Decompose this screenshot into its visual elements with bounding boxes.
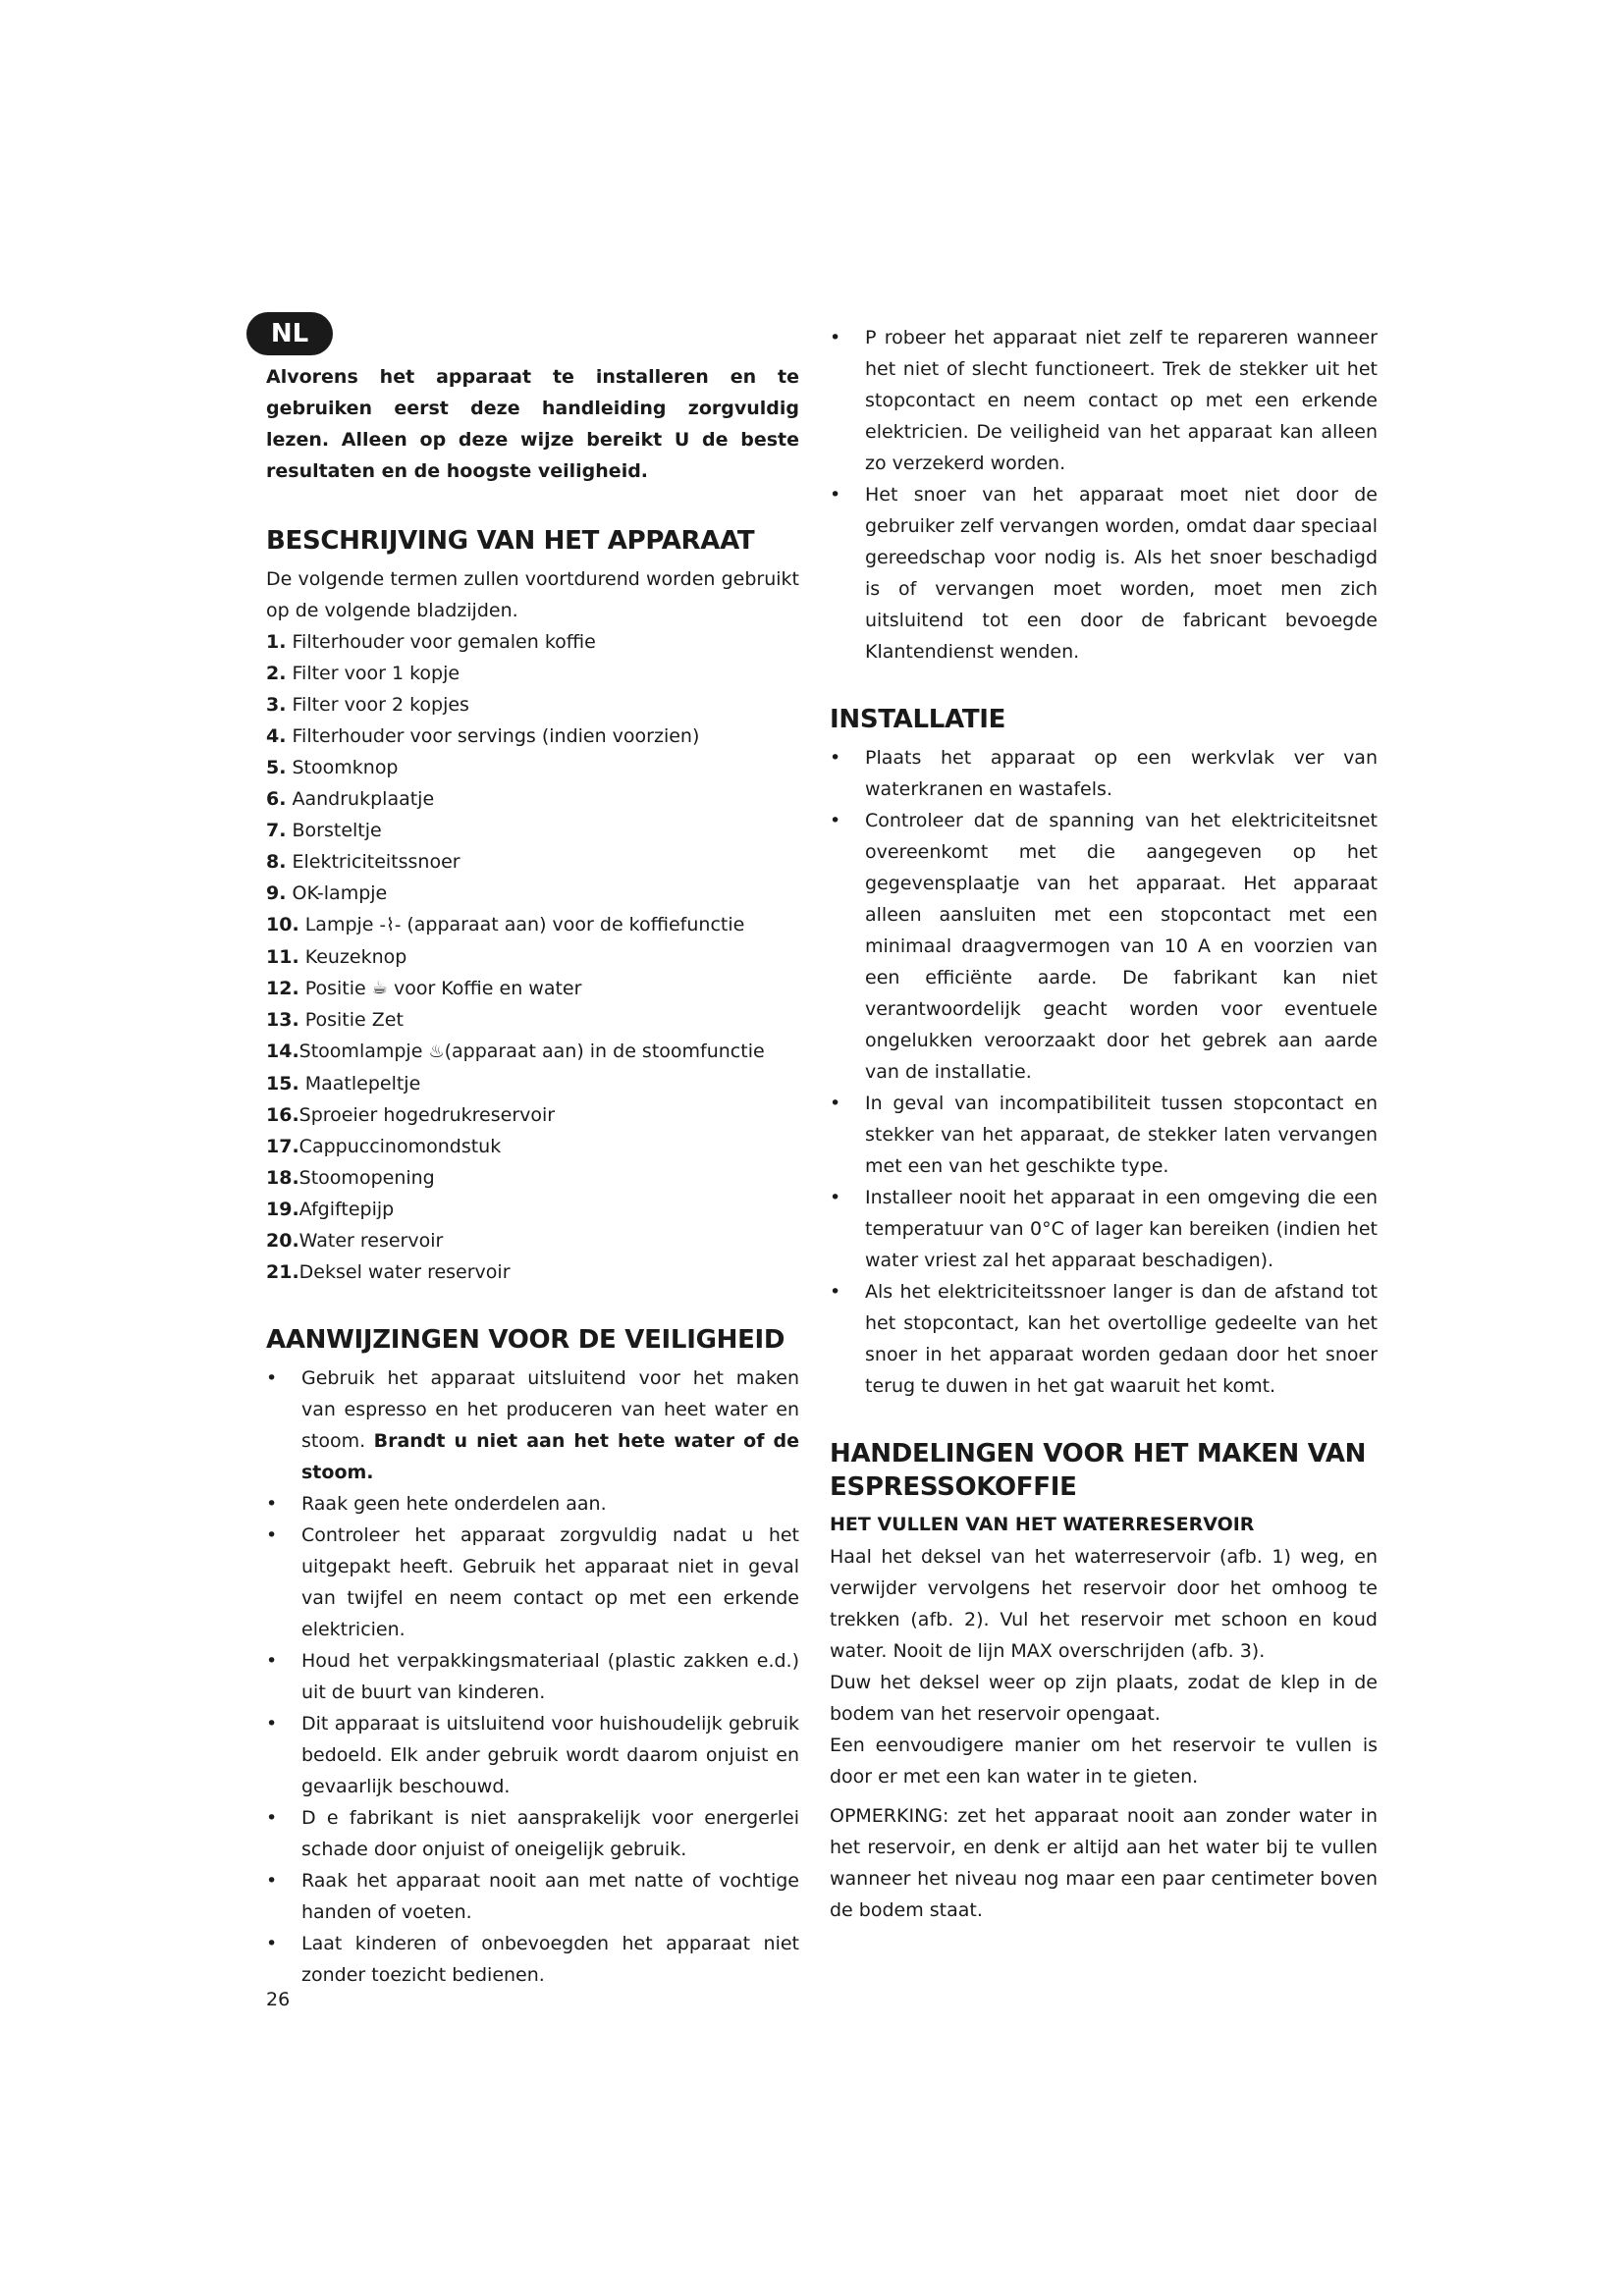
installation-list	[830, 742, 1378, 1402]
list-item: 4. Filterhouder voor servings (indien voorzien)	[266, 725, 700, 747]
list-item: 5. Stoomknop	[266, 757, 399, 778]
list-item: 19.Afgiftepijp	[266, 1198, 395, 1220]
list-item: 9. OK-lampje	[266, 882, 388, 904]
paragraph-note: OPMERKING: zet het apparaat nooit aan zonder water in het reservoir, en denk er altijd aan het water bij te vullen wanneer het niveau nog maar een paar centimeter boven de bodem staat.	[830, 1805, 1378, 1921]
paragraph: Duw het deksel weer op zijn plaats, zodat de klep in de bodem van het reservoir opengaat.	[830, 1672, 1378, 1725]
language-badge: NL	[246, 312, 333, 355]
paragraph: Haal het deksel van het waterreservoir (afb. 1) weg, en verwijder vervolgens het reservoir door het omhoog te trekken (afb. 2). Vul het reservoir met schoon en koud water. Nooit de lijn MAX overschrijden (afb. 3).	[830, 1546, 1378, 1662]
list-item: 21.Deksel water reservoir	[266, 1260, 511, 1283]
list-item: 14.Stoomlampje ♨(apparaat aan) in de stoomfunctie	[266, 1036, 799, 1068]
safety-list	[266, 1362, 799, 1991]
section-title-handelingen: HANDELINGEN VOOR HET MAKEN VAN ESPRESSOKOFFIE	[830, 1439, 1367, 1502]
list-item: • Raak het apparaat nooit aan met natte of vochtige handen of voeten.	[266, 1869, 799, 1923]
list-item: • Plaats het apparaat op een werkvlak ver van waterkranen en wastafels.	[830, 747, 1378, 800]
list-item: • Laat kinderen of onbevoegden het apparaat niet zonder toezicht bedienen.	[266, 1932, 799, 1986]
list-item: 16.Sproeier hogedrukreservoir	[266, 1103, 556, 1126]
list-item: • Gebruik het apparaat uitsluitend voor het maken van espresso en het produceren van heet water en stoom. Brandt u niet aan het hete water of de stoom.	[266, 1366, 799, 1483]
list-item: 1. Filterhouder voor gemalen koffie	[266, 631, 596, 653]
beschrijving-text: De volgende termen zullen voortdurend worden gebruikt op de volgende bladzijden.	[266, 568, 799, 621]
parts-list	[266, 626, 799, 1288]
list-item: 13. Positie Zet	[266, 1009, 404, 1031]
steam-icon: ♨	[428, 1041, 445, 1062]
list-item: 8. Elektriciteitssnoer	[266, 851, 460, 873]
list-item: 7. Borsteltje	[266, 820, 382, 841]
list-item: • Installeer nooit het apparaat in een omgeving die een temperatuur van 0°C of lager kan bereiken (indien het water vriest zal het apparaat beschadigen).	[830, 1187, 1378, 1271]
paragraph: Een eenvoudigere manier om het reservoir te vullen is door er met een kan water in te gieten.	[830, 1735, 1378, 1788]
section-title-beschrijving: BESCHRIJVING VAN HET APPARAAT	[266, 526, 755, 556]
list-item: 10. Lampje -⌇- (apparaat aan) voor de koffiefunctie	[266, 909, 799, 941]
list-item: 2. Filter voor 1 kopje	[266, 663, 460, 684]
list-item: 20.Water reservoir	[266, 1229, 444, 1252]
section-title-veiligheid: AANWIJZINGEN VOOR DE VEILIGHEID	[266, 1324, 785, 1355]
list-item: 11. Keuzeknop	[266, 945, 407, 968]
list-item: • Het snoer van het apparaat moet niet door de gebruiker zelf vervangen worden, omdat daar speciaal gereedschap voor nodig is. Als het snoer beschadigd is of vervangen moet worden, moet men zich uitsluitend tot een door de fabricant bevoegde Klantendienst wenden.	[830, 484, 1378, 663]
list-item: • Als het elektriciteitssnoer langer is dan de afstand tot het stopcontact, kan het overtollige gedeelte van het snoer in het apparaat worden gedaan door het snoer terug te duwen in het gat waaruit het komt.	[830, 1281, 1378, 1397]
list-item: 17.Cappuccinomondstuk	[266, 1135, 502, 1157]
list-item: 3. Filter voor 2 kopjes	[266, 694, 469, 716]
list-item: • D e fabrikant is niet aansprakelijk voor energerlei schade door onjuist of oneigelijk gebruik.	[266, 1806, 799, 1860]
list-item: • P robeer het apparaat niet zelf te repareren wanneer het niet of slecht functioneert. Trek de stekker uit het stopcontact en neem contact op met een erkende elektricien. De veiligheid van het apparaat kan alleen zo verzekerd worden.	[830, 327, 1378, 474]
list-item: • In geval van incompatibiliteit tussen stopcontact en stekker van het apparaat, de stekker laten vervangen met een van het geschikte type.	[830, 1093, 1378, 1177]
section-title-installatie: INSTALLATIE	[830, 705, 1006, 734]
list-item: • Raak geen hete onderdelen aan.	[266, 1492, 607, 1515]
list-item: • Dit apparaat is uitsluitend voor huishoudelijk gebruik bedoeld. Elk ander gebruik wordt daarom onjuist en gevaarlijk beschouwd.	[266, 1712, 799, 1797]
subsection-title-waterreservoir: HET VULLEN VAN HET WATERRESERVOIR	[830, 1514, 1255, 1535]
page-number: 26	[266, 1989, 291, 2010]
list-item: 15. Maatlepeltje	[266, 1072, 421, 1095]
list-item: • Houd het verpakkingsmateriaal (plastic zakken e.d.) uit de buurt van kinderen.	[266, 1649, 799, 1703]
list-item: 6. Aandrukplaatje	[266, 788, 435, 810]
coffee-lamp-icon: -⌇-	[379, 914, 402, 935]
list-item: 12. Positie ☕ voor Koffie en water	[266, 973, 799, 1005]
list-item: • Controleer dat de spanning van het elektriciteitsnet overeenkomt met die aangegeven op het gegevensplaatje van het apparaat. Het apparaat alleen aansluiten met een stopcontact met een minimaal draagvermogen van 10 A en voorzien van een efficiënte aarde. De fabrikant kan niet verantwoordelijk geacht worden voor eventuele ongelukken veroorzaakt door het gebrek aan aarde van de installatie.	[830, 810, 1378, 1083]
safety-list-continued	[830, 322, 1378, 667]
list-item: • Controleer het apparaat zorgvuldig nadat u het uitgepakt heeft. Gebruik het apparaat niet in geval van twijfel en neem contact op met een erkende elektricien.	[266, 1523, 799, 1640]
left-column	[266, 312, 799, 2026]
right-column	[830, 322, 1378, 1926]
list-item: 18.Stoomopening	[266, 1166, 435, 1189]
intro-text: Alvorens het apparaat te installeren en te gebruiken eerst deze handleiding zorgvuldig lezen. Alleen op deze wijze bereikt U de beste resultaten en de hoogste veiligheid.	[266, 366, 799, 482]
coffee-cup-icon: ☕	[371, 978, 388, 998]
